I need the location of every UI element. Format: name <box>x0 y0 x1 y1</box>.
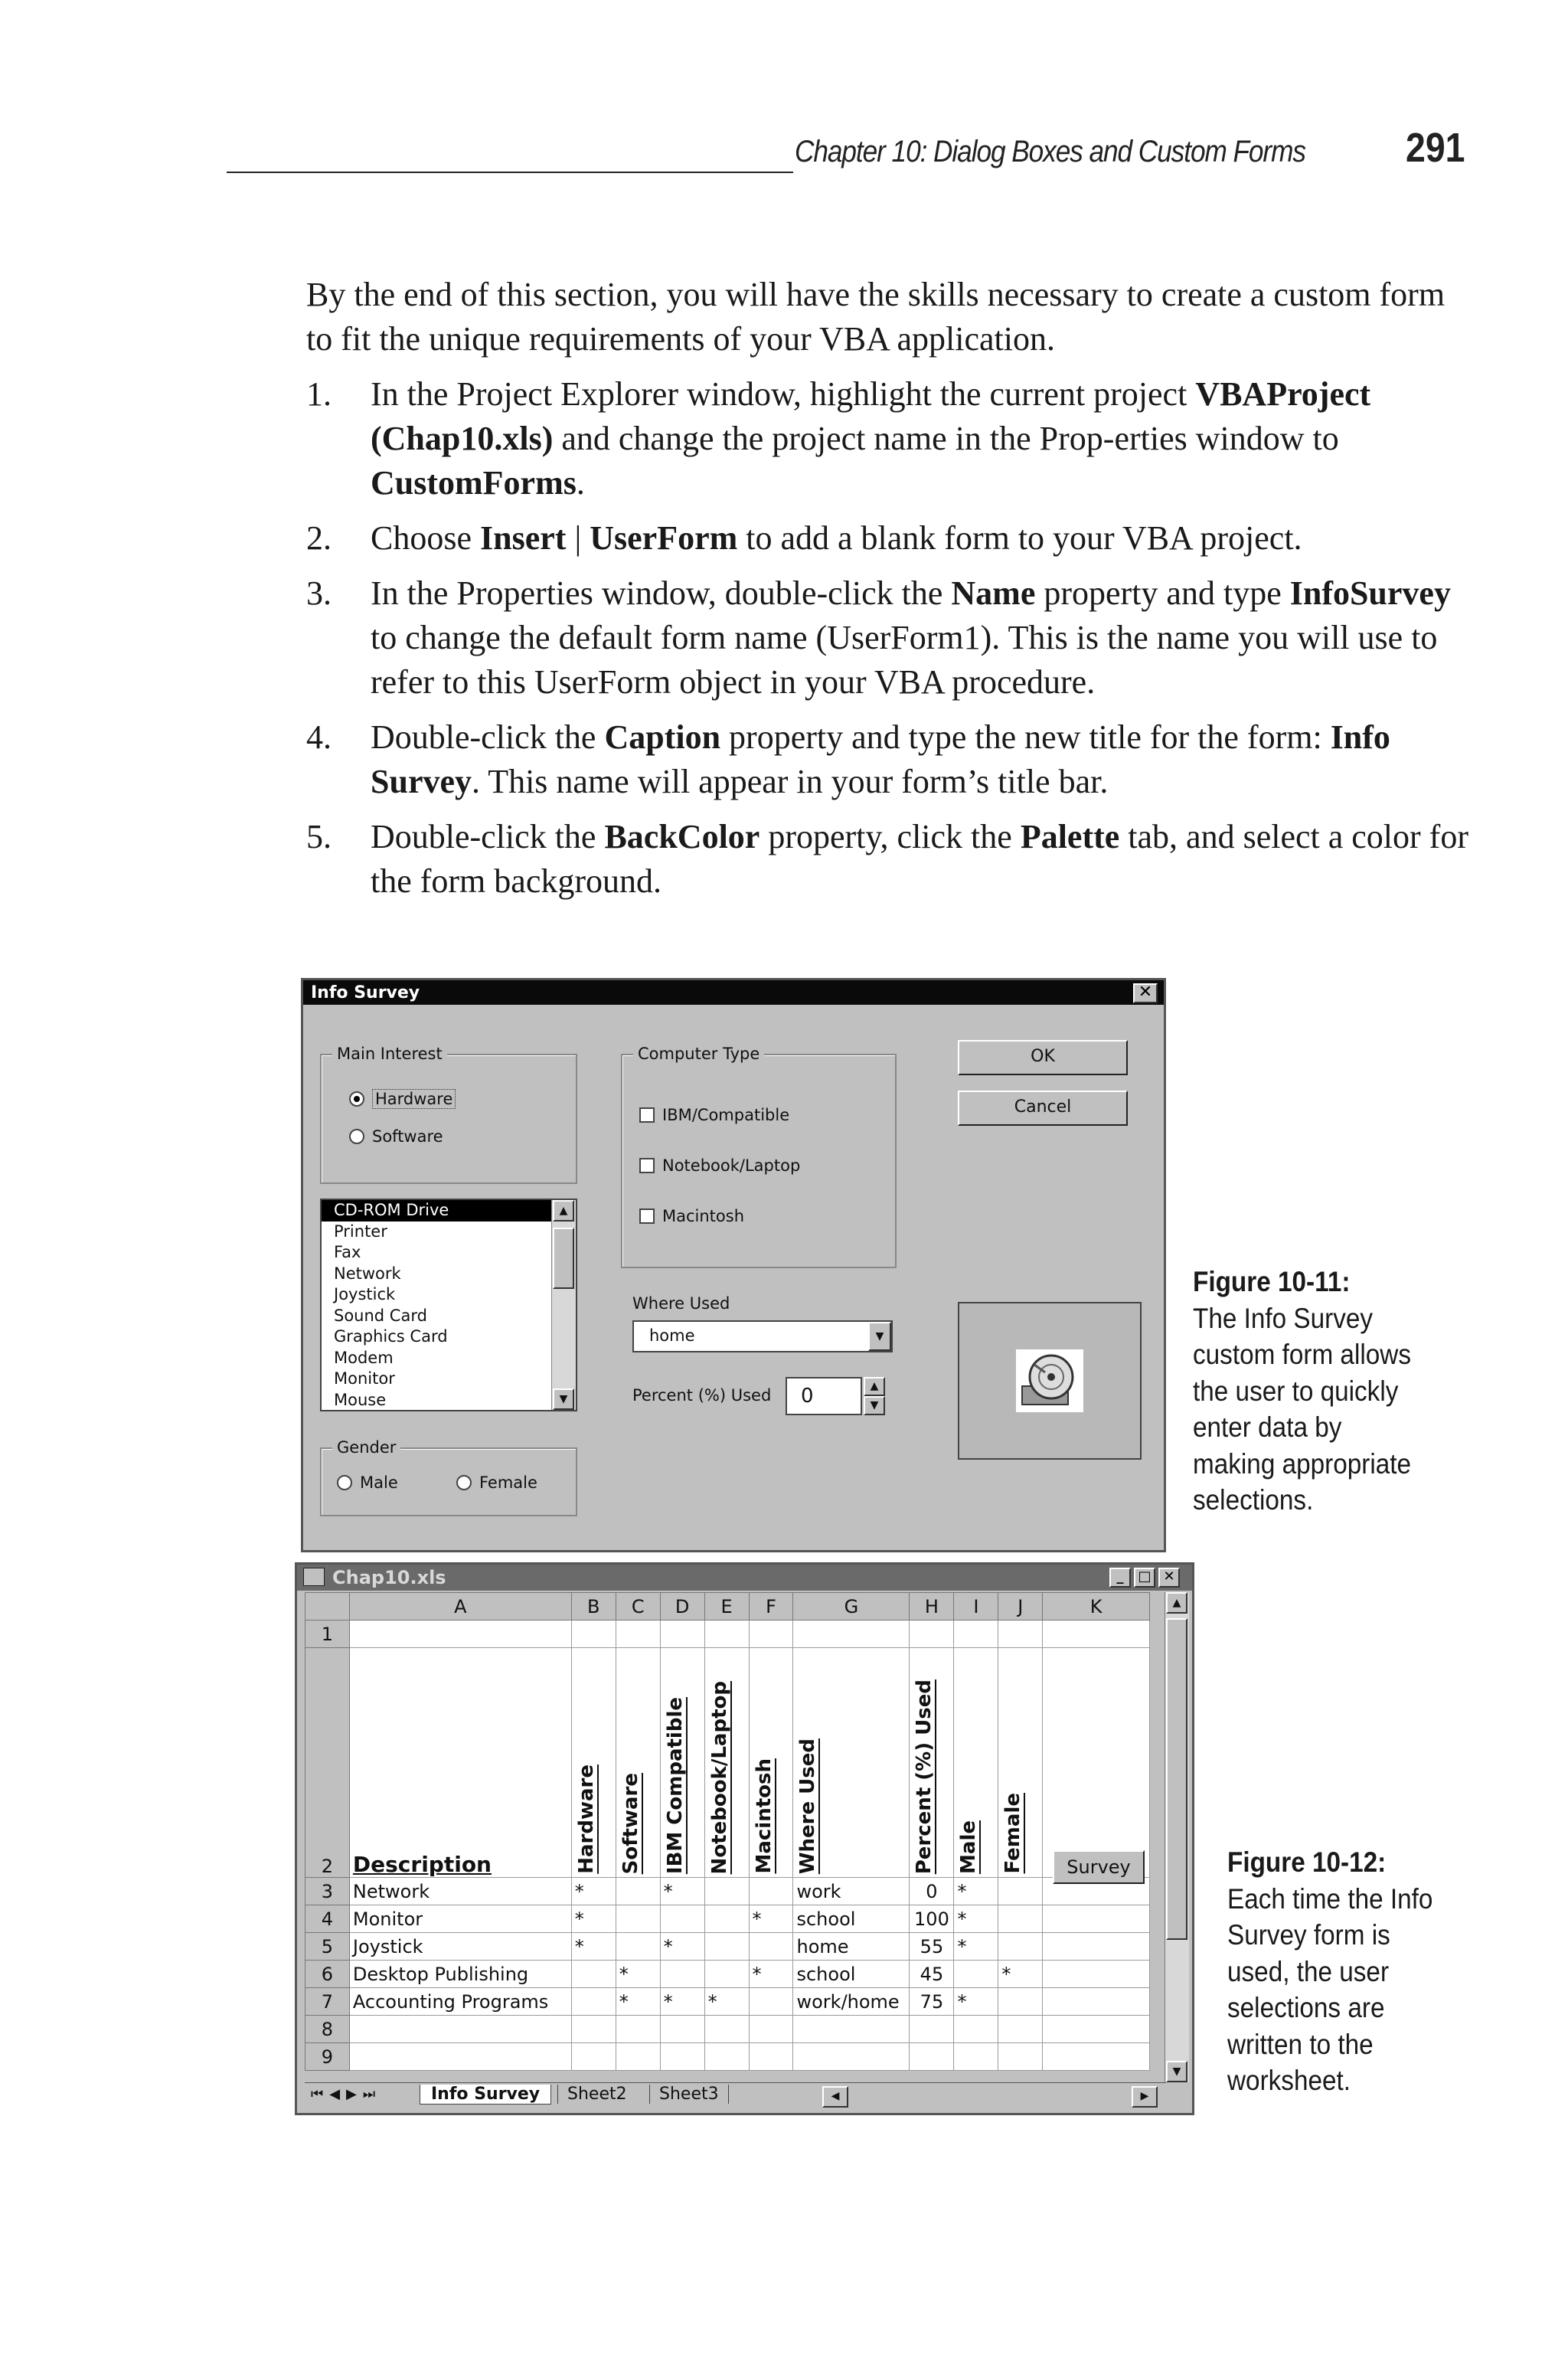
where-used-value: home <box>649 1326 695 1345</box>
step-text-part: to change the default form name (UserForm1). This is the name you will use to refer to this UserForm object in your VBA procedure. <box>371 619 1438 701</box>
cell[interactable] <box>1043 2016 1150 2043</box>
cell[interactable]: * <box>704 1988 749 2016</box>
list-item[interactable]: Fax <box>334 1243 361 1261</box>
workbook-title-bar <box>297 1565 1192 1591</box>
row-header[interactable]: 1 <box>305 1621 350 1648</box>
cell[interactable] <box>1043 1648 1150 1878</box>
cell[interactable]: * <box>998 1961 1043 1988</box>
column-title: Female <box>1001 1793 1025 1874</box>
checkbox-icon <box>639 1107 655 1123</box>
radio-icon <box>349 1129 364 1144</box>
cell[interactable]: * <box>954 1988 998 2016</box>
caption-line: the user to quickly <box>1193 1375 1399 1407</box>
column-header[interactable]: H <box>910 1593 954 1621</box>
step-text-part: to add a blank form to your VBA project. <box>737 519 1302 557</box>
step-bold-term: Palette <box>1020 818 1120 855</box>
running-header: Chapter 10: Dialog Boxes and Custom Forms <box>795 135 1305 168</box>
row-header[interactable]: 8 <box>305 2016 350 2043</box>
column-header[interactable]: B <box>571 1593 616 1621</box>
chevron-down-icon[interactable]: ▼ <box>868 1322 891 1351</box>
scroll-up-icon[interactable]: ▲ <box>1166 1592 1187 1614</box>
column-title: Software <box>619 1772 642 1874</box>
row-header[interactable]: 7 <box>305 1988 350 2016</box>
step-bold-term: Info Survey <box>371 718 1390 800</box>
row-header[interactable]: 4 <box>305 1905 350 1933</box>
table-row <box>305 1961 1150 1988</box>
cell[interactable]: * <box>660 1933 704 1961</box>
hscroll-left-icon[interactable]: ◀ <box>822 2086 848 2108</box>
percent-used-value: 0 <box>801 1385 814 1408</box>
cell[interactable] <box>660 2016 704 2043</box>
caption-line: worksheet. <box>1227 2065 1351 2096</box>
cell[interactable] <box>660 2043 704 2071</box>
cell[interactable] <box>1043 1933 1150 1961</box>
step-number: 4. <box>306 718 332 756</box>
scroll-down-icon[interactable]: ▼ <box>553 1388 574 1410</box>
header-cell[interactable] <box>749 1648 793 1878</box>
column-header[interactable]: J <box>998 1593 1043 1621</box>
caption-line: selections are <box>1227 1992 1385 2023</box>
percent-used-label: Percent (%) Used <box>632 1386 772 1405</box>
cell[interactable]: Joystick <box>349 1933 571 1961</box>
cell[interactable] <box>954 2043 998 2071</box>
cell[interactable] <box>998 2043 1043 2071</box>
step-bold-term: UserForm <box>590 519 738 557</box>
cell[interactable]: school <box>793 1905 910 1933</box>
step-text-part: property and type the new title for the form: <box>720 718 1331 756</box>
spin-up-icon[interactable]: ▲ <box>864 1377 885 1396</box>
figure-label: Figure 10-12: <box>1227 1846 1387 1878</box>
sheet-tab-bar <box>305 2082 1166 2110</box>
intro-paragraph: By the end of this section, you will have the skills necessary to create a custom form to fit the unique requirements of your VBA application. <box>306 276 1446 358</box>
worksheet-vscroll[interactable] <box>1165 1592 1189 2082</box>
cancel-button[interactable]: Cancel <box>958 1091 1128 1126</box>
cell[interactable]: 75 <box>910 1988 954 2016</box>
cell[interactable] <box>571 1621 616 1648</box>
column-header[interactable]: I <box>954 1593 998 1621</box>
cell[interactable] <box>793 2016 910 2043</box>
figure-10-11-caption <box>1193 1264 1411 1519</box>
body-text <box>306 273 1470 914</box>
cell[interactable] <box>660 1621 704 1648</box>
cell[interactable] <box>349 2043 571 2071</box>
step-bold-term: InfoSurvey <box>1289 574 1451 612</box>
select-all-corner[interactable] <box>305 1593 350 1621</box>
tab-sheet3[interactable]: Sheet3 <box>649 2085 729 2104</box>
table-row <box>305 2016 1150 2043</box>
cell[interactable] <box>616 1878 660 1905</box>
list-item[interactable]: Modem <box>334 1348 394 1367</box>
row-header[interactable]: 9 <box>305 2043 350 2071</box>
cell[interactable] <box>616 2016 660 2043</box>
male-radio[interactable] <box>337 1473 398 1492</box>
cell[interactable] <box>616 2043 660 2071</box>
cell[interactable] <box>1043 1621 1150 1648</box>
cell[interactable] <box>704 1961 749 1988</box>
steps-list <box>306 372 1470 904</box>
step-text-part: . <box>576 464 585 502</box>
hardware-radio[interactable] <box>349 1089 456 1109</box>
close-icon[interactable]: ✕ <box>1158 1568 1180 1588</box>
list-item[interactable]: Graphics Card <box>334 1327 448 1346</box>
cell[interactable] <box>571 2043 616 2071</box>
cell[interactable] <box>749 1621 793 1648</box>
cell[interactable] <box>954 1961 998 1988</box>
column-title: Notebook/Laptop <box>707 1680 731 1874</box>
column-title: Hardware <box>574 1764 598 1874</box>
step-text <box>371 571 1470 705</box>
column-header[interactable]: C <box>616 1593 660 1621</box>
cell[interactable]: work <box>793 1878 910 1905</box>
female-radio[interactable] <box>456 1473 537 1492</box>
cell[interactable] <box>1043 1988 1150 2016</box>
cell[interactable]: * <box>571 1905 616 1933</box>
cell[interactable] <box>349 1621 571 1648</box>
list-item[interactable]: Joystick <box>334 1285 396 1303</box>
caption-line: The Info Survey <box>1193 1302 1374 1334</box>
dialog-title: Info Survey <box>311 983 420 1002</box>
mac-checkbox[interactable] <box>639 1207 744 1225</box>
cdrom-image-frame <box>958 1302 1142 1460</box>
cell[interactable]: Network <box>349 1878 571 1905</box>
cell[interactable] <box>954 1621 998 1648</box>
sheet-row <box>305 1621 1150 1648</box>
cell[interactable] <box>616 1933 660 1961</box>
step-text-part: In the Project Explorer window, highlight the current project <box>371 375 1196 413</box>
cell[interactable] <box>616 1621 660 1648</box>
tab-info-survey[interactable]: Info Survey <box>420 2085 551 2105</box>
column-header[interactable]: D <box>660 1593 704 1621</box>
radio-icon <box>456 1475 472 1490</box>
cd-drive-icon <box>1011 1346 1088 1415</box>
cell[interactable] <box>571 1961 616 1988</box>
cell[interactable]: * <box>749 1905 793 1933</box>
scroll-up-icon[interactable]: ▲ <box>553 1200 574 1222</box>
header-cell[interactable] <box>704 1648 749 1878</box>
table-row <box>305 1878 1150 1905</box>
cell[interactable] <box>1043 2043 1150 2071</box>
cell[interactable]: Accounting Programs <box>349 1988 571 2016</box>
cell[interactable] <box>704 1933 749 1961</box>
cell[interactable]: * <box>954 1905 998 1933</box>
excel-doc-icon <box>303 1568 325 1586</box>
step-text-part: property and type <box>1035 574 1290 612</box>
row-header[interactable]: 5 <box>305 1933 350 1961</box>
step-bold-term: Insert <box>480 519 567 557</box>
row-header[interactable]: 3 <box>305 1878 350 1905</box>
tab-sheet2[interactable]: Sheet2 <box>557 2085 636 2104</box>
cell[interactable]: * <box>749 1961 793 1988</box>
caption-line: used, the user <box>1227 1955 1390 1987</box>
cell[interactable]: 55 <box>910 1933 954 1961</box>
column-title: Percent (%) Used <box>913 1679 936 1874</box>
where-used-label: Where Used <box>632 1294 730 1313</box>
caption-line: selections. <box>1193 1484 1314 1516</box>
scroll-thumb[interactable] <box>553 1228 574 1289</box>
step-text <box>371 715 1470 804</box>
percent-used-input[interactable] <box>786 1377 862 1415</box>
cell[interactable] <box>749 1933 793 1961</box>
step-bold-term: VBAProject (Chap10.xls) <box>371 375 1371 457</box>
step-text <box>371 815 1470 904</box>
cell[interactable] <box>910 2016 954 2043</box>
cell[interactable] <box>749 1988 793 2016</box>
male-label: Male <box>360 1473 398 1492</box>
column-header[interactable]: A <box>349 1593 571 1621</box>
cell[interactable] <box>1043 1905 1150 1933</box>
column-title: Male <box>957 1820 981 1874</box>
table-row <box>305 1905 1150 1933</box>
cell[interactable]: school <box>793 1961 910 1988</box>
column-title: Macintosh <box>752 1758 776 1874</box>
caption-line: Survey form is <box>1227 1919 1390 1951</box>
cell[interactable] <box>998 2016 1043 2043</box>
cell[interactable]: * <box>616 1988 660 2016</box>
worksheet-grid[interactable] <box>305 1592 1150 2071</box>
sheet-row <box>305 1648 1150 1878</box>
computer-type-group <box>621 1045 897 1268</box>
figure-10-12-caption <box>1227 1844 1432 2099</box>
table-row <box>305 1933 1150 1961</box>
row-header[interactable]: 6 <box>305 1961 350 1988</box>
step-number: 5. <box>306 818 332 855</box>
cell[interactable]: * <box>571 1878 616 1905</box>
cell[interactable] <box>793 1621 910 1648</box>
notebook-label: Notebook/Laptop <box>662 1156 801 1175</box>
item-listbox[interactable] <box>320 1199 577 1411</box>
caption-lines <box>1227 1881 1432 2099</box>
step-text-part: Double-click the <box>371 718 605 756</box>
step-item <box>306 516 1470 561</box>
tab-scroll-arrows-icon[interactable]: ⏮◀▶⏭ <box>311 2086 382 2102</box>
caption-line: enter data by <box>1193 1411 1342 1443</box>
cell[interactable] <box>349 2016 571 2043</box>
cell[interactable]: 45 <box>910 1961 954 1988</box>
cell[interactable] <box>704 1621 749 1648</box>
scroll-down-icon[interactable]: ▼ <box>1166 2061 1187 2082</box>
list-item[interactable]: CD-ROM Drive <box>322 1200 551 1222</box>
column-title: Where Used <box>796 1738 820 1874</box>
restore-icon[interactable]: □ <box>1134 1568 1155 1588</box>
step-item <box>306 372 1470 505</box>
mac-label: Macintosh <box>662 1207 745 1225</box>
excel-workbook-window <box>295 1562 1194 2115</box>
listbox-items <box>322 1200 576 1411</box>
scroll-thumb[interactable] <box>1166 1618 1187 1940</box>
listbox-scrollbar[interactable] <box>551 1200 576 1410</box>
cell[interactable]: * <box>954 1933 998 1961</box>
header-cell[interactable] <box>793 1648 910 1878</box>
main-interest-group <box>320 1045 577 1184</box>
column-header[interactable]: G <box>793 1593 910 1621</box>
notebook-checkbox[interactable] <box>639 1156 800 1175</box>
ibm-label: IBM/Compatible <box>662 1106 790 1124</box>
caption-line: making appropriate <box>1193 1447 1412 1480</box>
cell[interactable] <box>998 1878 1043 1905</box>
close-icon[interactable]: ✕ <box>1133 983 1158 1003</box>
step-item <box>306 815 1470 904</box>
caption-line: Each time the Info <box>1227 1882 1433 1915</box>
list-item[interactable]: Printer <box>334 1222 387 1241</box>
cell[interactable]: Monitor <box>349 1905 571 1933</box>
cell[interactable]: * <box>616 1961 660 1988</box>
column-header[interactable]: K <box>1043 1593 1150 1621</box>
header-cell[interactable] <box>954 1648 998 1878</box>
cell[interactable]: * <box>660 1878 704 1905</box>
percent-spinner[interactable] <box>864 1377 888 1415</box>
step-item <box>306 715 1470 804</box>
spin-down-icon[interactable]: ▼ <box>864 1396 885 1415</box>
gender-group <box>320 1438 577 1516</box>
list-item[interactable]: Mouse <box>334 1390 387 1409</box>
list-item[interactable]: Sound Card <box>334 1306 427 1325</box>
cell[interactable] <box>998 1988 1043 2016</box>
cell[interactable] <box>1043 1961 1150 1988</box>
cell[interactable] <box>704 1905 749 1933</box>
step-text-part: and change the project name in the Prop-erties window to <box>553 420 1339 457</box>
cell[interactable] <box>660 1905 704 1933</box>
step-text <box>371 516 1470 561</box>
header-cell[interactable] <box>998 1648 1043 1878</box>
step-text-part: property, click the <box>760 818 1021 855</box>
step-number: 2. <box>306 519 332 557</box>
step-item <box>306 571 1470 705</box>
cell[interactable] <box>910 1621 954 1648</box>
cell[interactable] <box>616 1905 660 1933</box>
radio-icon <box>337 1475 352 1490</box>
cell[interactable] <box>749 1878 793 1905</box>
checkbox-icon <box>639 1208 655 1224</box>
cell[interactable] <box>704 2043 749 2071</box>
header-cell[interactable] <box>910 1648 954 1878</box>
step-number: 1. <box>306 375 332 413</box>
list-item[interactable]: Monitor <box>334 1369 395 1388</box>
header-cell[interactable] <box>616 1648 660 1878</box>
cell[interactable]: home <box>793 1933 910 1961</box>
step-text-part: tab, and select a color for the form background. <box>371 818 1468 900</box>
hardware-label: Hardware <box>372 1089 456 1109</box>
row-header[interactable]: 2 <box>305 1648 350 1878</box>
software-radio[interactable] <box>349 1127 443 1146</box>
hscroll-right-icon[interactable]: ▶ <box>1132 2086 1158 2108</box>
software-label: Software <box>372 1127 443 1146</box>
cell[interactable] <box>793 2043 910 2071</box>
ibm-checkbox[interactable] <box>639 1106 789 1124</box>
cell[interactable]: work/home <box>793 1988 910 2016</box>
page-number: 291 <box>1406 125 1465 171</box>
cell[interactable]: 0 <box>910 1878 954 1905</box>
minimize-icon[interactable]: _ <box>1109 1568 1131 1588</box>
survey-button[interactable]: Survey <box>1053 1850 1145 1884</box>
table-row <box>305 2043 1150 2071</box>
step-bold-term: CustomForms <box>371 464 577 502</box>
cell[interactable]: Desktop Publishing <box>349 1961 571 1988</box>
step-bold-term: Caption <box>604 718 721 756</box>
workbook-title: Chap10.xls <box>332 1567 446 1588</box>
caption-line: custom form allows <box>1193 1339 1411 1370</box>
cell[interactable] <box>704 1878 749 1905</box>
step-text-part: In the Properties window, double-click the <box>371 574 952 612</box>
table-row <box>305 1988 1150 2016</box>
column-title: IBM Compatible <box>663 1696 687 1874</box>
computer-type-legend: Computer Type <box>633 1045 764 1063</box>
checkbox-icon <box>639 1158 655 1173</box>
description-header: Description <box>352 1852 492 1877</box>
cell[interactable] <box>571 1988 616 2016</box>
list-item[interactable]: Network <box>334 1264 401 1283</box>
info-survey-dialog <box>301 978 1166 1552</box>
step-text-part: | <box>566 519 590 557</box>
dialog-title-bar <box>303 980 1164 1005</box>
cell[interactable] <box>571 2016 616 2043</box>
gender-legend: Gender <box>332 1438 400 1457</box>
cell[interactable] <box>910 2043 954 2071</box>
step-bold-term: BackColor <box>604 818 760 855</box>
column-header[interactable]: E <box>704 1593 749 1621</box>
step-bold-term: Name <box>951 574 1036 612</box>
header-cell[interactable] <box>571 1648 616 1878</box>
step-text-part: . This name will appear in your form’s title bar. <box>472 763 1109 800</box>
column-header[interactable]: F <box>749 1593 793 1621</box>
header-rule <box>227 172 793 173</box>
header-cell[interactable] <box>660 1648 704 1878</box>
cell[interactable] <box>704 2016 749 2043</box>
cell[interactable] <box>749 2043 793 2071</box>
cell[interactable]: * <box>954 1878 998 1905</box>
main-interest-legend: Main Interest <box>332 1045 447 1063</box>
cell[interactable] <box>660 1961 704 1988</box>
where-used-combo[interactable] <box>632 1320 893 1352</box>
step-number: 3. <box>306 574 332 612</box>
cell[interactable] <box>749 2016 793 2043</box>
ok-button[interactable]: OK <box>958 1040 1128 1075</box>
caption-lines <box>1193 1300 1411 1519</box>
cell[interactable]: * <box>660 1988 704 2016</box>
step-text-part: Choose <box>371 519 480 557</box>
cell[interactable]: * <box>571 1933 616 1961</box>
cell[interactable] <box>998 1933 1043 1961</box>
cell[interactable] <box>998 1621 1043 1648</box>
radio-selected-icon <box>349 1091 364 1107</box>
step-text <box>371 372 1470 505</box>
caption-line: written to the <box>1227 2028 1374 2060</box>
cell[interactable]: 100 <box>910 1905 954 1933</box>
cell[interactable] <box>954 2016 998 2043</box>
header-cell[interactable] <box>349 1648 571 1878</box>
cell[interactable] <box>998 1905 1043 1933</box>
female-label: Female <box>479 1473 537 1492</box>
figure-label: Figure 10-11: <box>1193 1266 1351 1297</box>
column-header-row <box>305 1593 1150 1621</box>
step-text-part: Double-click the <box>371 818 605 855</box>
